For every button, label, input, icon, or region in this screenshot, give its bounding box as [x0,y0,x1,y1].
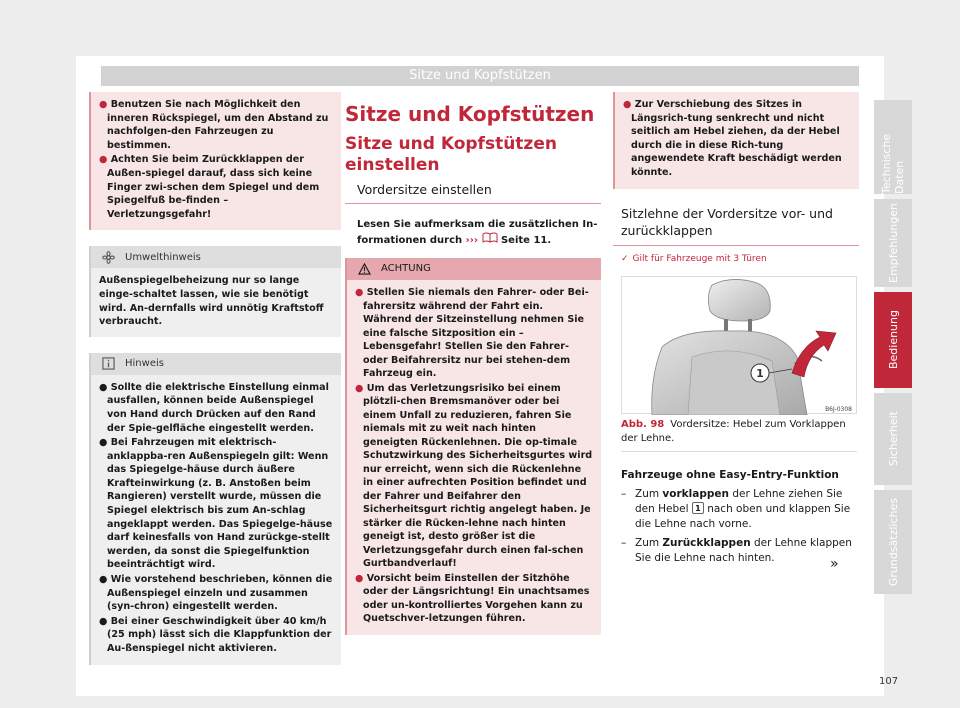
instructions-subtitle: Fahrzeuge ohne Easy-Entry-Funktion [621,468,839,481]
figure-callout-number: 1 [756,366,764,380]
warning-item: Vorsicht beim Einstellen der Sitzhöhe oder der Längsrichtung! Ein unachtsames oder un-kontrolliertes Vorgehen kann zu Quetschver-letzungen führen. [363,572,590,624]
warning-item: Um das Verletzungsrisiko bei einem plötzli-chen Bremsmanöver oder bei einem Unfall zu reduzieren, fahren Sie niemals mit zu weit nach hinten geneigten Rückenlehnen. Die op-timale Schutzwirkung des Sicherheitsgurtes wird nur erreicht, wenn sich die Rückenlehne in einer aufrechten Position befindet und der Fahrer und Beifahrer den Sicherheitsgurt richtig angelegt haben. Je stärker die Rücken-lehne nach hinten geneigt ist, desto größer ist die Verletzungsgefahr durch einen fal-schen Gurtbandverlauf! [363,382,593,569]
warning-item: Stellen Sie niemals den Fahrer- oder Bei-fahrersitz während der Fahrt ein. Während der Sitzeinstellung nehmen Sie eine falsche Sitzposition ein – Lebensgefahr! Stellen Sie den Fahrer- oder Beifahrersitz nur bei stehen-dem Fahrzeug ein. [363,287,589,379]
continued-marker: » [830,556,839,572]
instructions [621,468,859,566]
column-2 [345,92,601,635]
running-header: Sitze und Kopfstützen [101,66,859,86]
warning-box: ACHTUNG ● Stellen Sie niemals den Fahrer- oder Bei-fahrersitz während der Fahrt ein. Während der Sitzeinstellung nehmen Sie eine falsche Sitzposition ein – Lebensgefahr! Stellen Sie den Fahrer- oder Beifahrersitz nur bei stehen-dem Fahrzeug ein. ● Um das Verletzungsrisiko bei einem plötzli-chen Bremsmanöver oder bei einem Unfall zu reduzieren, fahren Sie niemals mit zu weit nach hinten geneigten Rückenlehnen. Die op-timale Schutzwirkung des Sicherheitsgurtes wird nur erreicht, wenn sich die Rückenlehne in einer aufrechten Position befindet und der Fahrer und Beifahrer den Sicherheitsgurt richtig angelegt haben. Je stärker die Rücken-lehne nach hinten geneigt ist, desto größer ist die Verletzungsgefahr durch einen fal-schen Gurtbandverlauf! ● Vorsicht beim Einstellen der Sitzhöhe oder der Längsrichtung! Ein unachtsames oder un-kontrolliertes Vorgehen kann zu Quetschver-letzungen führen. [345,258,601,635]
chapter-tabs [874,100,912,599]
warning-triangle-icon [357,262,371,276]
hint-title: Hinweis [125,357,164,369]
environment-note-title: Umwelthinweis [125,251,201,263]
warning-item: Zur Verschiebung des Sitzes in Längsrich-tung senkrecht und nicht seitlich am Hebel ziehen, da der Hebel durch die in diese Rich-tung angewendete Kraft beschädigt werden könnte. [631,99,842,178]
hint-item: Bei einer Geschwindigkeit über 40 km/h (25 mph) lässt sich die Klappfunktion der Au-ßenspiegel nicht aktivieren. [107,615,332,654]
reference-arrows: ››› [465,235,479,246]
hint-item: Wie vorstehend beschrieben, können die Außenspiegel einzeln und zusammen (syn-chron) eingestellt werden. [107,574,333,613]
applicability-note: ✓ Gilt für Fahrzeuge mit 3 Türen [621,253,767,264]
seat-figure [621,276,857,414]
warning-continuation-box: ● Benutzen Sie nach Möglichkeit den inneren Rückspiegel, um den Abstand zu nachfolgen-den Fahrzeugen zu bestimmen. ● Achten Sie beim Zurückklappen der Außen-spiegel darauf, dass sich keine Finger zwi-schen dem Spiegel und dem Spiegelfuß be-finden – Verletzungsgefahr! [89,92,341,230]
seat-illustration [622,277,858,415]
warning-item: Achten Sie beim Zurückklappen der Außen-spiegel darauf, dass sich keine Finger zwi-schen dem Spiegel und dem Spiegelfuß be-finden – Verletzungsgefahr! [107,154,320,220]
tab-sicherheit[interactable]: Sicherheit [874,393,912,485]
book-icon [482,235,501,246]
hint-item: Sollte die elektrische Einstellung einmal ausfallen, können beide Außenspiegel von Hand durch Drücken auf den Rand der Spie-gelfläche eingestellt werden. [107,381,329,434]
column-3 [613,92,859,570]
subsection-title: Vordersitze einstellen [357,182,492,197]
intro-text: Lesen Sie aufmerksam die zusätzlichen In-formationen durch ››› Seite 11. [357,219,598,246]
figure-code: B6J-0308 [825,405,852,413]
column-1 [89,92,341,665]
figure-label: Abb. 98 [621,418,665,430]
hint-item: Bei Fahrzeugen mit elektrisch-anklappba-ren Außenspiegeln gilt: Wenn das Spiegelge-häuse durch äußere Krafteinwirkung (z. B. Anstoßen beim Rangieren) verstellt wurde, müssen die Spiegel elektrisch bis zum An-schlag angeklappt werden. Das Spiegelge-häuse darf keinesfalls von Hand zurückge-stellt werden, da sonst die Spiegelfunktion beeinträchtigt wird. [107,437,333,571]
info-icon [101,357,115,371]
warning-title: ACHTUNG [381,263,431,275]
warning-continuation-box: ● Zur Verschiebung des Sitzes in Längsrich-tung senkrecht und nicht seitlich am Hebel ziehen, da der Hebel durch die in diese Rich-tung angewendete Kraft beschädigt werden könnte. [613,92,859,189]
chapter-title: Sitze und Kopfstützen [345,102,595,126]
section-heading: Sitzlehne der Vordersitze vor- und zurückklappen [621,205,833,238]
tab-grundsaetzliches[interactable]: Grundsätzliches [874,490,912,594]
tab-technische-daten[interactable]: Technische Daten [874,100,912,194]
callout-number: 1 [692,502,704,514]
check-icon: ✓ [621,253,629,264]
reference-page-link[interactable]: Seite 11. [500,235,552,246]
environment-note-text: Außenspiegelbeheizung nur so lange einge-schaltet lassen, wie sie benötigt wird. An-dernfalls wird unnötig Kraftstoff verbraucht. [99,275,324,328]
tab-bedienung[interactable]: Bedienung [874,292,912,388]
environment-note-box [89,246,341,336]
figure-caption: Abb. 98 Vordersitze: Hebel zum Vorklappen der Lehne. [621,418,857,452]
environment-icon [101,250,115,264]
instruction-step: – Zum Zurückklappen der Lehne klappen Sie die Lehne nach hinten. [621,536,852,564]
hint-box: Hinweis ● Sollte die elektrische Einstellung einmal ausfallen, können beide Außenspiegel von Hand durch Drücken auf den Rand der Spie-gelfläche eingestellt werden. ● Bei Fahrzeugen mit elektrisch-anklappba-ren Außenspiegeln gilt: Wenn das Spiegelge-häuse durch äußere Krafteinwirkung (z. B. Anstoßen beim Rangieren) verstellt wurde, müssen die Spiegel elektrisch bis zum An-schlag angeklappt werden. Das Spiegelge-häuse darf keinesfalls von Hand zurückge-stellt werden, da sonst die Spiegelfunktion beeinträchtigt wird. ● Wie vorstehend beschrieben, können die Außenspiegel einzeln und zusammen (syn-chron) eingestellt werden. ● Bei einer Geschwindigkeit über 40 km/h (25 mph) lässt sich die Klappfunktion der Au-ßenspiegel nicht aktivieren. [89,353,341,665]
page-number: 107 [879,676,899,687]
tab-empfehlungen[interactable]: Empfehlungen [874,199,912,287]
section-title: Sitze und Kopfstützen einstellen [345,134,557,175]
instruction-step: – Zum vorklappen der Lehne ziehen Sie den Hebel 1 nach oben und klappen Sie die Lehne nach vorne. [621,487,851,530]
warning-item: Benutzen Sie nach Möglichkeit den inneren Rückspiegel, um den Abstand zu nachfolgen-den Fahrzeugen zu bestimmen. [107,99,329,151]
